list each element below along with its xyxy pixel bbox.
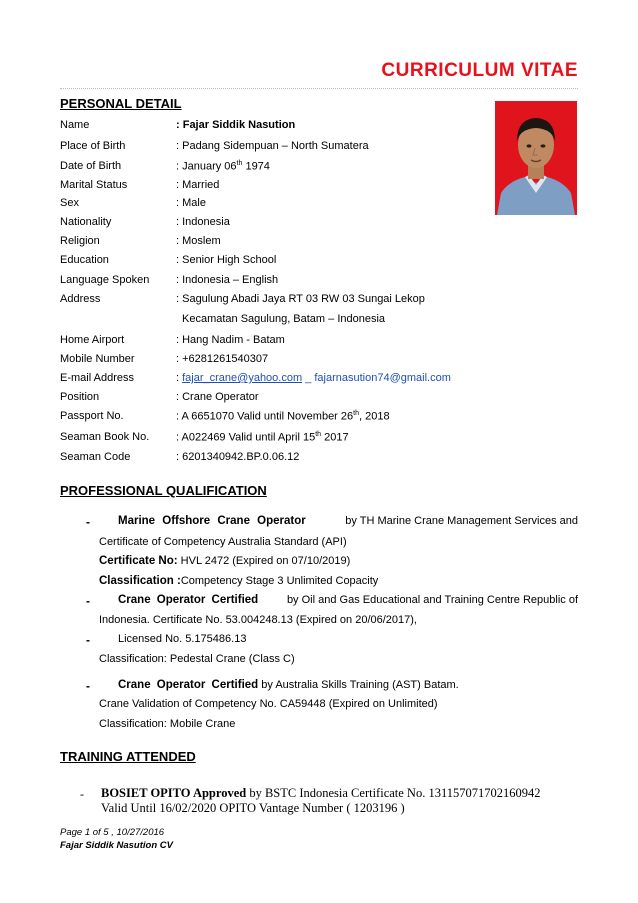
training-attended-heading: TRAINING ATTENDED xyxy=(60,749,196,764)
detail-value: : Indonesia – English xyxy=(176,274,279,286)
personal-detail-heading: PERSONAL DETAIL xyxy=(60,96,182,111)
footer-document-name: Fajar Siddik Nasution CV xyxy=(60,840,173,851)
detail-label: Home Airport xyxy=(60,334,125,346)
detail-value xyxy=(176,431,349,444)
bullet-dash: - xyxy=(86,594,90,608)
training-text: by BSTC Indonesia Certificate No. 131157071702160942 xyxy=(246,786,541,800)
detail-value: : Fajar Siddik Nasution xyxy=(176,119,296,131)
page-title: CURRICULUM VITAE xyxy=(381,60,578,81)
detail-label: Seaman Book No. xyxy=(60,431,150,443)
detail-label: Nationality xyxy=(60,216,112,228)
detail-value: : Crane Operator xyxy=(176,391,259,403)
detail-value-text: : A022469 Valid until April 15 xyxy=(176,431,316,444)
qualification-title: Marine Offshore Crane Operator xyxy=(118,515,306,527)
ordinal-suffix: th xyxy=(315,431,322,438)
detail-label: Religion xyxy=(60,235,100,247)
classification-line xyxy=(99,575,378,587)
qualification-title: Crane Operator Certified xyxy=(118,679,259,691)
colon: : xyxy=(176,372,183,384)
detail-label: Education xyxy=(60,254,109,266)
email-separator: _ xyxy=(302,372,315,384)
qualification-title: Crane Operator Certified xyxy=(118,594,259,606)
detail-value: : Hang Nadim - Batam xyxy=(176,334,285,346)
detail-value-line2: Kecamatan Sagulung, Batam – Indonesia xyxy=(182,313,386,325)
classification-value: Competency Stage 3 Unlimited Copacity xyxy=(180,575,379,587)
qualification-line xyxy=(118,515,578,527)
detail-label: Name xyxy=(60,119,90,131)
detail-label: Passport No. xyxy=(60,410,124,422)
footer-page-info: Page 1 of 5 , 10/27/2016 xyxy=(60,827,165,838)
detail-label: Position xyxy=(60,391,100,403)
license-line: Licensed No. 5.175486.13 xyxy=(118,633,247,645)
detail-label: Address xyxy=(60,293,101,305)
certificate-label: Certificate No: xyxy=(99,555,178,567)
portrait-illustration xyxy=(495,101,577,215)
title-divider xyxy=(60,88,578,89)
certificate-value: HVL 2472 (Expired on 07/10/2019) xyxy=(177,555,351,567)
bullet-dash: - xyxy=(86,515,90,529)
bullet-dash: - xyxy=(80,787,84,801)
qualification-line xyxy=(118,679,459,691)
detail-value: : Indonesia xyxy=(176,216,230,228)
detail-value-text: 1974 xyxy=(242,160,270,173)
detail-value xyxy=(176,160,270,173)
qualification-text: by Australia Skills Training (AST) Batam. xyxy=(258,679,459,691)
certificate-line xyxy=(99,555,350,567)
detail-value-text: : January 06 xyxy=(176,160,237,173)
detail-value-text: , 2018 xyxy=(358,410,390,423)
qualification-text: by Oil and Gas Educational and Training Centre Republic of xyxy=(286,594,578,606)
page-footer xyxy=(60,826,173,852)
email-link-gmail[interactable]: fajarnasution74@gmail.com xyxy=(314,372,451,384)
detail-value xyxy=(176,372,451,384)
detail-label: Seaman Code xyxy=(60,451,131,463)
qualification-line: Crane Validation of Competency No. CA59448 (Expired on Unlimited) xyxy=(99,698,438,710)
classification-line: Classification: Mobile Crane xyxy=(99,718,236,730)
detail-label: E-mail Address xyxy=(60,372,134,384)
classification-label: Classification : xyxy=(99,575,181,587)
detail-label: Marital Status xyxy=(60,179,128,191)
detail-value: : Senior High School xyxy=(176,254,277,266)
professional-qualification-heading: PROFESSIONAL QUALIFICATION xyxy=(60,483,267,498)
training-line: Valid Until 16/02/2020 OPITO Vantage Number ( 1203196 ) xyxy=(101,801,405,815)
classification-line: Classification: Pedestal Crane (Class C) xyxy=(99,653,295,665)
qualification-line xyxy=(118,594,578,606)
detail-value: : Moslem xyxy=(176,235,221,247)
detail-label: Date of Birth xyxy=(60,160,122,172)
detail-label: Language Spoken xyxy=(60,274,150,286)
bullet-dash: - xyxy=(86,679,90,693)
profile-photo xyxy=(495,101,577,215)
ordinal-suffix: th xyxy=(353,410,359,417)
detail-value: : 6201340942.BP.0.06.12 xyxy=(176,451,300,463)
bullet-dash: - xyxy=(86,633,90,647)
detail-label: Mobile Number xyxy=(60,353,135,365)
detail-value-text: 2017 xyxy=(321,431,349,444)
detail-value: : Sagulung Abadi Jaya RT 03 RW 03 Sungai Lekop xyxy=(176,293,425,305)
qualification-text: by TH Marine Crane Management Services and xyxy=(345,515,578,527)
qualification-line: Indonesia. Certificate No. 53.004248.13 (Expired on 20/06/2017), xyxy=(99,614,417,626)
training-title: BOSIET OPITO Approved xyxy=(101,786,247,800)
detail-value: : Padang Sidempuan – North Sumatera xyxy=(176,140,369,152)
detail-label: Sex xyxy=(60,197,79,209)
detail-value: : Married xyxy=(176,179,220,191)
detail-value: : Male xyxy=(176,197,206,209)
ordinal-suffix: th xyxy=(236,160,243,167)
detail-label: Place of Birth xyxy=(60,140,126,152)
email-link-yahoo[interactable]: fajar_crane@yahoo.com xyxy=(182,372,303,384)
detail-value-text: : A 6651070 Valid until November 26 xyxy=(176,410,354,423)
qualification-line: Certificate of Competency Australia Standard (API) xyxy=(99,536,347,548)
training-line xyxy=(101,786,541,801)
detail-value xyxy=(176,410,390,423)
detail-value: : +6281261540307 xyxy=(176,353,269,365)
